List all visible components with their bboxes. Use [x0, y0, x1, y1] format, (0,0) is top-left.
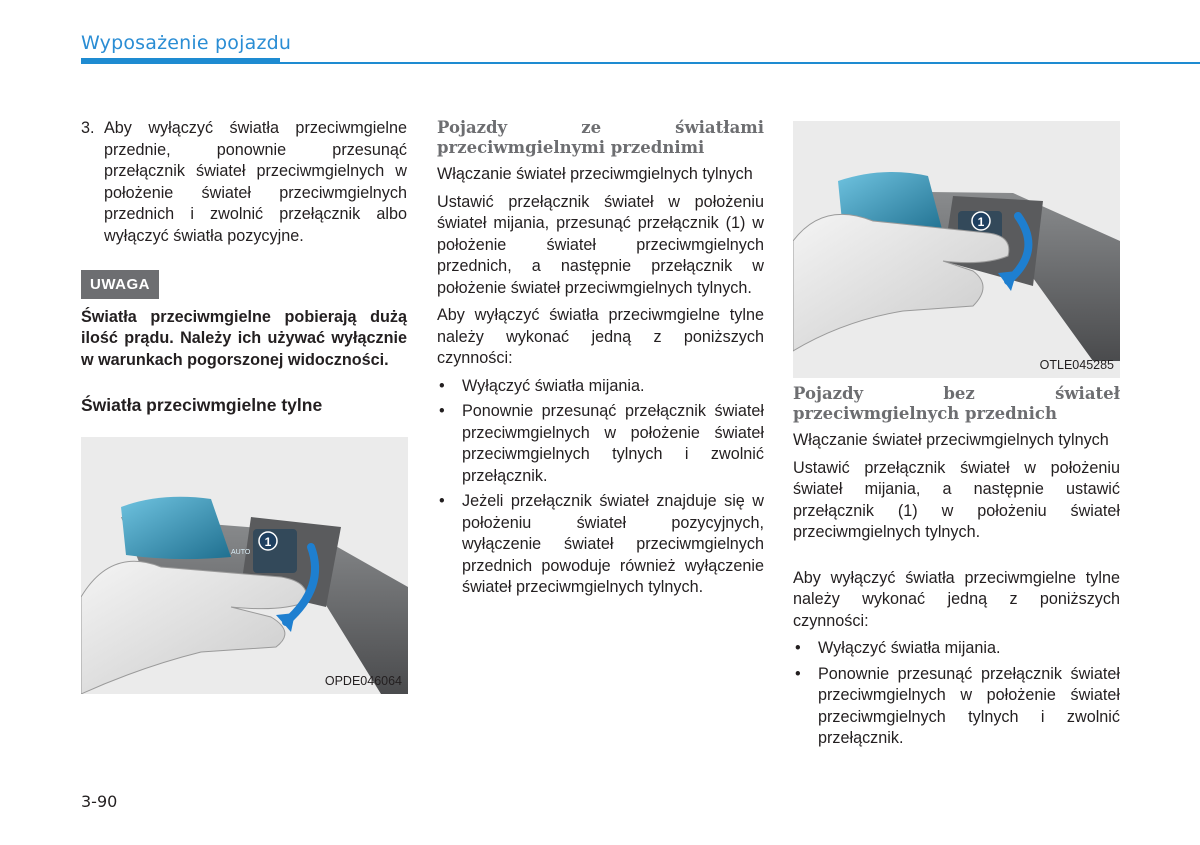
section-title: Światła przeciwmgielne tylne: [81, 395, 323, 415]
header-rule: [280, 62, 1200, 64]
paragraph-deactivation: Aby wyłączyć światła przeciwmgielne tylne należy wykonać jedną z poniższych czynności:: [793, 568, 1120, 630]
subsection-heading: Pojazdy bez świateł przeciwmgielnych przednich: [793, 384, 1120, 423]
caution-badge: UWAGA: [81, 270, 159, 299]
figure-code: OPDE046064: [324, 674, 402, 688]
auto-label: AUTO: [231, 549, 251, 556]
right-column: [793, 384, 1120, 754]
header-accent-bar: [81, 58, 280, 64]
paragraph-deactivation: Aby wyłączyć światła przeciwmgielne tylne należy wykonać jedną z poniższych czynności:: [437, 306, 764, 367]
list-item: • Ponownie przesunąć przełącznik świateł przeciwmgielnych w położenie świateł przeciwmgielnych tylnych i zwolnić przełącznik.: [795, 664, 1120, 747]
figure-code: OTLE045285: [1039, 358, 1114, 372]
switch-number-label: 1: [977, 215, 985, 229]
left-column: [81, 118, 407, 423]
paragraph-procedure: Ustawić przełącznik świateł w położeniu świateł mijania, a następnie ustawić przełącznik (1) w położeniu świateł przeciwmgielnych tylnych.: [793, 458, 1120, 541]
caution-text: Światła przeciwmgielne pobierają dużą ilość prądu. Należy ich używać wyłącznie w warunkach pogorszonej widoczności.: [81, 307, 407, 369]
section-header-title: Wyposażenie pojazdu: [81, 32, 292, 54]
step-number: 3.: [81, 119, 95, 137]
steering-stalk-illustration: [81, 437, 408, 694]
steering-stalk-illustration: [793, 121, 1120, 378]
list-item: • Jeżeli przełącznik świateł znajduje się w położeniu świateł pozycyjnych, wyłączenie świateł przeciwmgielnych przednich powoduje również wyłączenie świateł przeciwmgielnych tylnych.: [439, 492, 764, 596]
step-text: Aby wyłączyć światła przeciwmgielne przednie, ponownie przesunąć przełącznik świateł przeciwmgielnych w położenie świateł przeciwmgielnych przednich i zwolnić przełącznik albo wyłączyć światła pozycyjne.: [104, 119, 407, 245]
figure-fog-switch-right: [793, 121, 1120, 378]
bullet-list: [793, 638, 1120, 750]
list-item: • Ponownie przesunąć przełącznik świateł przeciwmgielnych w położenie świateł przeciwmgielnych tylnych i zwolnić przełącznik.: [439, 402, 764, 485]
paragraph-activation: Włączanie świateł przeciwmgielnych tylnych: [437, 165, 753, 183]
switch-number-label: 1: [264, 535, 272, 549]
paragraph-activation: Włączanie świateł przeciwmgielnych tylnych: [793, 431, 1109, 449]
paragraph-procedure: Ustawić przełącznik świateł w położeniu świateł mijania, przesunąć przełącznik (1) w położenie świateł przeciwmgielnych przednich, a następnie przełącznik w położenie świateł przeciwmgielnych tylnych.: [437, 192, 764, 297]
step-3: [81, 118, 407, 247]
middle-column: [437, 118, 764, 603]
figure-fog-switch-left: [81, 437, 408, 694]
page-number: 3-90: [81, 792, 118, 811]
list-item: • Wyłączyć światła mijania.: [795, 639, 1001, 657]
subsection-heading: Pojazdy ze światłami przeciwmgielnymi przednimi: [437, 118, 764, 157]
list-item: • Wyłączyć światła mijania.: [439, 376, 645, 395]
bullet-list: [437, 376, 764, 599]
